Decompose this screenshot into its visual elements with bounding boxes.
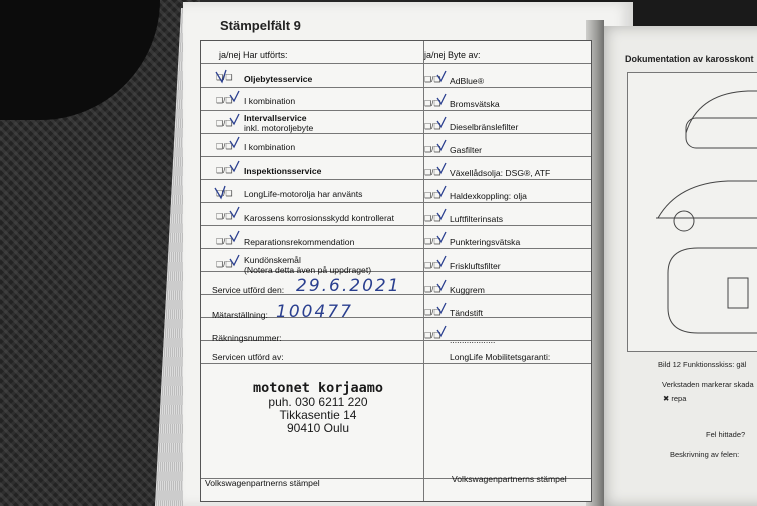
checkbox-pair[interactable]: ❑/❑ <box>424 191 441 200</box>
service-date-value: 29.6.2021 <box>296 276 401 296</box>
invoice-label: Räkningsnummer: <box>212 333 282 343</box>
workshop-stamp <box>228 380 408 435</box>
checkbox-pair[interactable]: ❑/❑ <box>216 73 233 82</box>
checkbox-pair[interactable]: ❑/❑ <box>424 75 441 84</box>
checkbox-pair[interactable]: ❑/❑ <box>424 237 441 246</box>
longlife-guarantee-label: LongLife Mobilitetsgaranti: <box>450 352 551 362</box>
item-tandstift: Tändstift <box>450 308 483 318</box>
checkbox-pair[interactable]: ❑/❑ <box>216 237 233 246</box>
stamp-street: Tikkasentie 14 <box>279 408 357 422</box>
checkbox-pair[interactable]: ❑/❑ <box>424 331 441 340</box>
checkbox-pair[interactable]: ❑/❑ <box>424 145 441 154</box>
left-header: ja/nej Har utförts: <box>219 50 288 60</box>
item-motoroljebyte: inkl. motoroljebyte <box>244 123 314 133</box>
service-date-label: Service utförd den: <box>212 285 285 295</box>
item-kundonskemal: Kundönskemål <box>244 255 301 265</box>
checkbox-pair[interactable]: ❑/❑ <box>424 214 441 223</box>
checkbox-pair[interactable]: ❑/❑ <box>216 260 233 269</box>
item-gasfilter: Gasfilter <box>450 145 482 155</box>
stamp-phone: puh. 030 6211 220 <box>268 395 368 409</box>
item-longlife-olja: LongLife-motorolja har använts <box>244 189 363 199</box>
item-korrosionsskydd: Karossens korrosionsskydd kontrollerat <box>244 213 394 223</box>
stamp-name: motonet korjaamo <box>252 380 384 396</box>
item-adblue: AdBlue® <box>450 76 485 86</box>
item-friskluft: Friskluftsfilter <box>450 261 501 271</box>
checkbox-pair[interactable]: ❑/❑ <box>424 285 441 294</box>
car-sketches <box>628 73 757 351</box>
checkbox-pair[interactable]: ❑/❑ <box>424 308 441 317</box>
checkbox-pair[interactable]: ❑/❑ <box>216 212 233 221</box>
damage-note: Verkstaden markerar skada <box>662 380 754 389</box>
performed-by-label: Servicen utförd av: <box>212 352 284 362</box>
item-intervallservice: Intervallservice <box>244 113 307 123</box>
odometer-value: 100477 <box>276 302 353 322</box>
errors-found: Fel hittade? <box>706 430 746 439</box>
item-vaxellada: Växellådsolja: DSG®, ATF <box>450 168 551 178</box>
item-punktering: Punkteringsvätska <box>450 237 521 247</box>
checkbox-pair[interactable]: ❑/❑ <box>216 96 233 105</box>
item-kombination-1: I kombination <box>244 96 296 106</box>
item-kombination-2: I kombination <box>244 142 296 152</box>
item-dieselfilter: Dieselbränslefilter <box>450 122 519 132</box>
odometer-label: Mätarställning: <box>212 310 268 320</box>
checkbox-pair[interactable]: ❑/❑ <box>424 261 441 270</box>
item-kuggrem: Kuggrem <box>450 285 485 295</box>
checkbox-pair[interactable]: ❑/❑ <box>216 189 233 198</box>
checkbox-pair[interactable]: ❑/❑ <box>424 99 441 108</box>
item-blank-line: ................... <box>450 335 496 345</box>
page-title: Stämpelfält 9 <box>220 18 301 33</box>
scratch-legend: ✖ repa <box>663 394 687 403</box>
figure-caption: Bild 12 Funktionsskiss: gäl <box>658 360 747 369</box>
checkbox-pair[interactable]: ❑/❑ <box>424 168 441 177</box>
right-page-title: Dokumentation av karosskont <box>625 54 754 64</box>
checkbox-pair[interactable]: ❑/❑ <box>216 142 233 151</box>
item-luftfilter: Luftfilterinsats <box>450 214 504 224</box>
item-oljebyte: Oljebytesservice <box>244 74 313 84</box>
checkbox-pair[interactable]: ❑/❑ <box>216 166 233 175</box>
item-inspektionsservice: Inspektionsservice <box>244 166 322 176</box>
car-diagram-box <box>627 72 757 352</box>
checkbox-pair[interactable]: ❑/❑ <box>424 122 441 131</box>
checkbox-pair[interactable]: ❑/❑ <box>216 119 233 128</box>
stamp-city: 90410 Oulu <box>286 421 350 435</box>
item-reparation: Reparationsrekommendation <box>244 237 355 247</box>
right-header: ja/nej Byte av: <box>424 50 481 60</box>
item-haldex: Haldexkoppling: olja <box>450 191 527 201</box>
item-bromsvatska: Bromsvätska <box>450 99 500 109</box>
footer-right: Volkswagenpartnerns stämpel <box>452 474 567 484</box>
footer-left: Volkswagenpartnerns stämpel <box>205 478 320 488</box>
item-notera: (Notera detta även på uppdraget) <box>244 265 372 275</box>
error-description: Beskrivning av felen: <box>670 450 740 459</box>
